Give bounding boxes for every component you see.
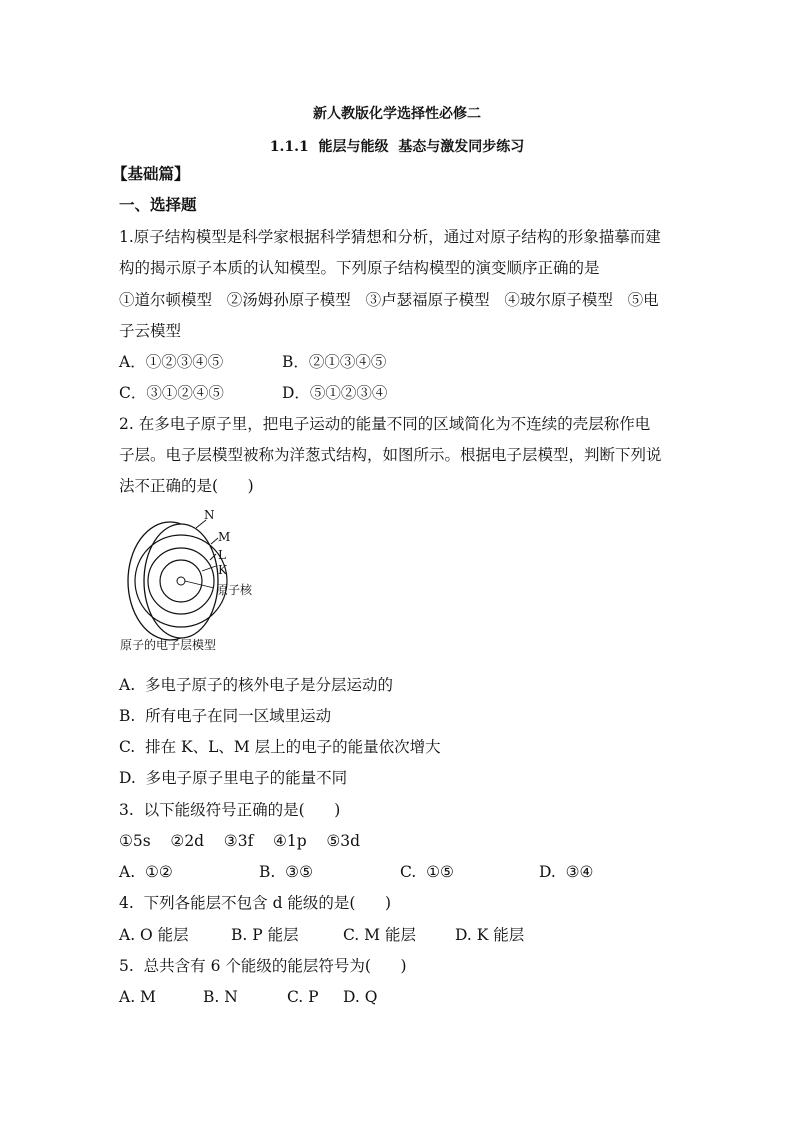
q1-line4: 子云模型 [119,322,182,340]
q3-option-c: C. ①⑤ [400,863,454,881]
q2-line3: 法不正确的是( ) [119,477,254,495]
section-basic: 【基础篇】 [112,164,190,183]
q2-option-b: B. 所有电子在同一区域里运动 [119,707,332,725]
q2-option-a: A. 多电子原子的核外电子是分层运动的 [119,676,393,694]
electron-shell-diagram [118,508,278,658]
q1-option-c: C．③①②④⑤ [119,384,224,402]
q1-line3: ①道尔顿模型 ②汤姆孙原子模型 ③卢瑟福原子模型 ④玻尔原子模型 ⑤电 [119,291,659,309]
q4-option-d: D. K 能层 [455,926,525,944]
q1-line1: 1.原子结构模型是科学家根据科学猜想和分析，通过对原子结构的形象描摹而建 [119,228,661,246]
q1-option-b: B．②①③④⑤ [282,353,387,371]
shell-label-n: N [204,508,215,522]
shell-label-l: L [218,548,226,562]
q3-option-d: D. ③④ [539,863,594,881]
q4-line1: 4. 下列各能层不包含 d 能级的是( ) [119,894,392,912]
q3-option-a: A. ①② [119,863,173,881]
q5-option-c: C. P [287,988,319,1006]
q2-line1: 2. 在多电子原子里，把电子运动的能量不同的区域简化为不连续的壳层称作电 [119,415,651,433]
q1-option-d: D．⑤①②③④ [282,384,388,402]
q4-option-b: B. P 能层 [231,926,299,944]
nucleus-label: 原子核 [216,583,253,597]
q1-option-a: A．①②③④⑤ [119,353,224,371]
q5-line1: 5. 总共含有 6 个能级的能层符号为( ) [119,957,407,975]
q3-option-b: B. ③⑤ [259,863,313,881]
q5-option-a: A. M [119,988,156,1006]
page-subtitle: 1.1.1 能层与能级 基态与激发同步练习 [269,139,525,155]
q1-line2: 构的揭示原子本质的认知模型。下列原子结构模型的演变顺序正确的是 [119,259,600,277]
q2-option-c: C. 排在 K、L、M 层上的电子的能量依次增大 [119,738,441,756]
shell-label-k: K [218,563,227,577]
shell-label-m: M [218,530,231,544]
q5-option-b: B. N [203,988,238,1006]
q2-line2: 子层。电子层模型被称为洋葱式结构，如图所示。根据电子层模型，判断下列说 [119,446,662,464]
q2-option-d: D. 多电子原子里电子的能量不同 [119,769,348,787]
electron-shell-figure [118,508,278,658]
q3-line1: 3. 以下能级符号正确的是( ) [119,801,341,819]
page-title: 新人教版化学选择性必修二 [313,106,481,122]
q3-line2: ①5s ②2d ③3f ④1p ⑤3d [119,832,361,850]
section-choice: 一、选择题 [119,195,197,214]
q5-option-d: D. Q [343,988,378,1006]
q4-option-c: C. M 能层 [343,926,416,944]
q4-option-a: A. O 能层 [119,926,189,944]
figure-caption: 原子的电子层模型 [120,638,217,652]
